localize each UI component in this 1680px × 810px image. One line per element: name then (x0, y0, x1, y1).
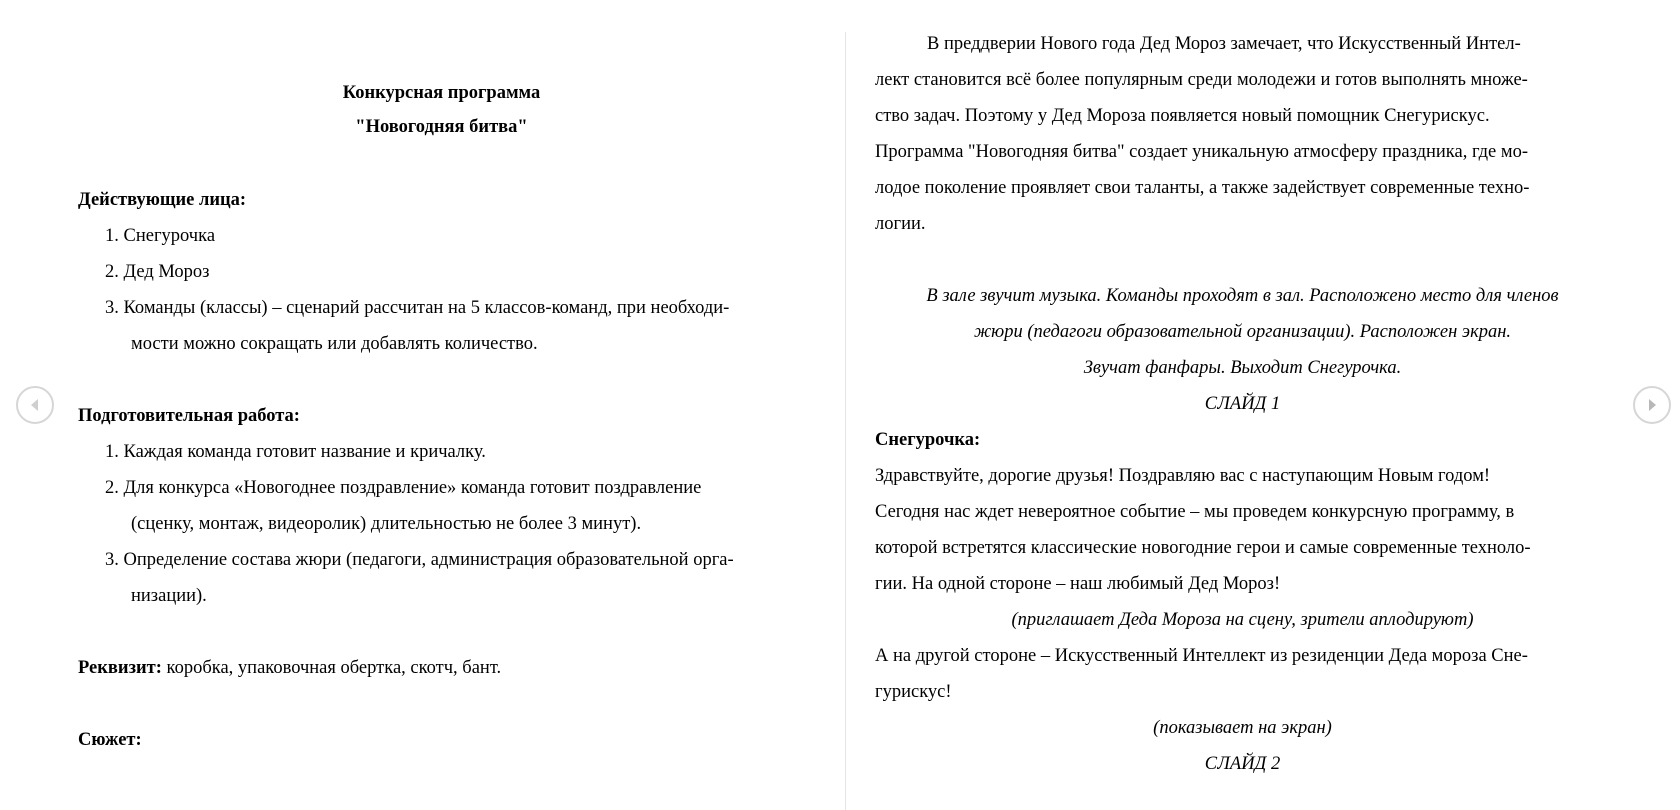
speech-line: гии. На одной стороне – наш любимый Дед Мороз! (875, 574, 1281, 594)
list-item: 1. Снегурочка (105, 226, 216, 246)
list-item: 3. Определение состава жюри (педагоги, администрация образовательной орга- (105, 550, 734, 570)
props-label: Реквизит: (78, 658, 162, 678)
plot-heading: Сюжет: (78, 730, 142, 750)
list-item-continuation: (сценку, монтаж, видеоролик) длительностью не более 3 минут). (131, 514, 642, 534)
speech-line: которой встретятся классические новогодние герои и самые современные техноло- (875, 538, 1531, 558)
paragraph-line: лект становится всё более популярным среди молодежи и готов выполнять множе- (875, 70, 1528, 90)
next-page-button[interactable] (1633, 386, 1671, 424)
slide-marker: СЛАЙД 2 (1204, 754, 1281, 774)
page-divider (845, 32, 846, 810)
characters-heading: Действующие лица: (78, 190, 247, 210)
prev-page-button[interactable] (16, 386, 54, 424)
stage-direction: жюри (педагоги образовательной организации). Расположен экран. (973, 322, 1512, 342)
chevron-right-icon (1645, 398, 1659, 412)
props-text: коробка, упаковочная обертка, скотч, бант. (161, 658, 502, 678)
stage-direction: Звучат фанфары. Выходит Снегурочка. (1083, 358, 1402, 378)
list-item: 2. Дед Мороз (105, 262, 210, 282)
list-item: 2. Для конкурса «Новогоднее поздравление» команда готовит поздравление (105, 478, 702, 498)
list-item: 3. Команды (классы) – сценарий рассчитан на 5 классов-команд, при необходи- (105, 298, 730, 318)
prep-heading: Подготовительная работа: (78, 406, 300, 426)
speaker-label: Снегурочка: (875, 430, 981, 450)
paragraph-line: Программа "Новогодняя битва" создает уникальную атмосферу праздника, где мо- (875, 142, 1529, 162)
stage-direction: В зале звучит музыка. Команды проходят в зал. Расположено место для членов (926, 286, 1559, 306)
slide-marker: СЛАЙД 1 (1204, 394, 1281, 414)
speech-line: Сегодня нас ждет невероятное событие – мы проведем конкурсную программу, в (875, 502, 1515, 522)
props-line (78, 656, 501, 680)
paragraph-line: В преддверии Нового года Дед Мороз замечает, что Искусственный Интел- (927, 34, 1521, 54)
list-item: 1. Каждая команда готовит название и кричалку. (105, 442, 486, 462)
speech-line: Здравствуйте, дорогие друзья! Поздравляю вас с наступающим Новым годом! (875, 466, 1491, 486)
paragraph-line: ство задач. Поэтому у Дед Мороза появляется новый помощник Снегурискус. (875, 106, 1490, 126)
stage-remark: (приглашает Деда Мороза на сцену, зрители аплодируют) (1011, 610, 1474, 630)
stage-remark: (показывает на экран) (1153, 718, 1332, 738)
list-item-continuation: низации). (131, 586, 207, 606)
chevron-left-icon (28, 398, 42, 412)
speech-line: гурискус! (875, 682, 952, 702)
list-item-continuation: мости можно сокращать или добавлять количество. (131, 334, 538, 354)
speech-line: А на другой стороне – Искусственный Интеллект из резиденции Деда мороза Сне- (875, 646, 1528, 666)
document-title: Конкурсная программа (342, 83, 541, 103)
paragraph-line: лодое поколение проявляет свои таланты, а также задействует современные техно- (875, 178, 1530, 198)
document-subtitle: "Новогодняя битва" (355, 117, 528, 137)
paragraph-line: логии. (875, 214, 926, 234)
